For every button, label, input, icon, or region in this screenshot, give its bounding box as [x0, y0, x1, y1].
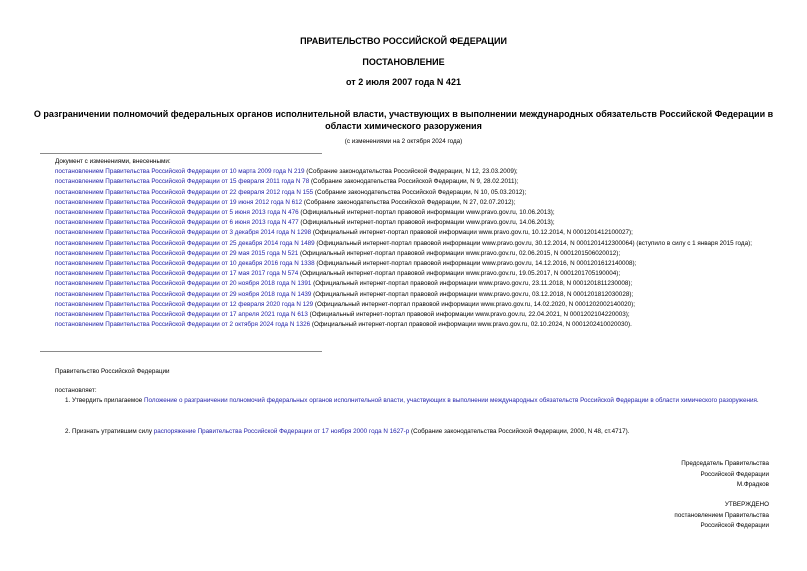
amendment-source: (Официальный интернет-портал правовой информации www.pravo.gov.ru, 02.10.2024, N 0001202410020030).	[310, 321, 632, 329]
amendment-link[interactable]: постановлением Правительства Российской Федерации от 17 мая 2017 года N 574	[55, 270, 299, 278]
paragraph-2	[55, 427, 777, 437]
edition-note: (с изменениями на 2 октября 2024 года)	[344, 138, 463, 145]
top-divider	[40, 153, 322, 154]
amendment-link[interactable]: постановлением Правительства Российской Федерации от 20 ноября 2018 года N 1391	[55, 280, 312, 288]
amendment-source: (Официальный интернет-портал правовой информации www.pravo.gov.ru, 30.12.2014, N 0001201412300064) (вступило в силу с 1 января 2015 года);	[314, 239, 752, 247]
amendment-item	[55, 310, 775, 320]
amendment-link[interactable]: постановлением Правительства Российской Федерации от 19 июня 2012 года N 612	[55, 198, 303, 206]
amendment-source: (Официальный интернет-портал правовой информации www.pravo.gov.ru, 10.06.2013);	[298, 209, 555, 217]
amendments-list	[55, 157, 775, 330]
amendment-source: (Официальный интернет-портал правовой информации www.pravo.gov.ru, 19.05.2017, N 0001201705190004);	[298, 270, 621, 278]
amendment-link[interactable]: постановлением Правительства Российской Федерации от 6 июня 2013 года N 477	[55, 219, 299, 227]
decides-line: постановляет:	[55, 387, 97, 394]
amendment-link[interactable]: постановлением Правительства Российской Федерации от 17 апреля 2021 года N 613	[55, 311, 308, 319]
approval-word: УТВЕРЖДЕНО	[724, 501, 769, 508]
amendment-link[interactable]: постановлением Правительства Российской Федерации от 10 марта 2009 года N 219	[55, 168, 305, 176]
amendment-item	[55, 269, 775, 279]
amendment-item	[55, 249, 775, 259]
amendment-source: (Собрание законодательства Российской Федерации, N 12, 23.03.2009);	[304, 168, 518, 176]
paragraph-1	[55, 396, 777, 406]
amendment-item	[55, 279, 775, 289]
paragraph-2-text: 2. Признать утратившим силу	[65, 428, 154, 435]
amendment-item	[55, 198, 775, 208]
amendment-source: (Официальный интернет-портал правовой информации www.pravo.gov.ru, 14.12.2016, N 0001201612140008);	[314, 260, 637, 268]
document-date-number: от 2 июля 2007 года N 421	[346, 77, 461, 87]
amendment-link[interactable]: постановлением Правительства Российской Федерации от 2 октября 2024 года N 1326	[55, 321, 311, 329]
approval-organization: Российской Федерации	[700, 522, 769, 529]
government-line: Правительство Российской Федерации	[55, 368, 170, 375]
amendment-item	[55, 300, 775, 310]
signature-position: Председатель Правительства	[681, 460, 769, 467]
amendment-item	[55, 188, 775, 198]
document-title: О разграничении полномочий федеральных органов исполнительной власти, участвующих в выполнении международных обязательств Российской Федерации в области химического разоружения	[33, 109, 774, 131]
signature-block	[681, 459, 769, 491]
amendment-item	[55, 259, 775, 269]
amendment-item	[55, 177, 775, 187]
document-type: ПОСТАНОВЛЕНИЕ	[362, 57, 445, 67]
amendment-source: (Официальный интернет-портал правовой информации www.pravo.gov.ru, 14.06.2013);	[298, 219, 555, 227]
amendment-link[interactable]: постановлением Правительства Российской Федерации от 29 ноября 2018 года N 1439	[55, 290, 312, 298]
amendments-heading: Документ с изменениями, внесенными:	[55, 158, 171, 165]
amendment-source: (Официальный интернет-портал правовой информации www.pravo.gov.ru, 02.06.2015, N 0001201506020012);	[298, 249, 621, 257]
amendment-item	[55, 218, 775, 228]
amendment-item	[55, 290, 775, 300]
amendment-source: (Официальный интернет-портал правовой информации www.pravo.gov.ru, 23.11.2018, N 0001201811230008);	[311, 280, 633, 288]
amendment-source: (Собрание законодательства Российской Федерации, N 9, 28.02.2011);	[309, 178, 519, 186]
paragraph-2-end: (Собрание законодательства Российской Федерации, 2000, N 48, ст.4717).	[409, 428, 630, 435]
approval-block	[674, 500, 769, 532]
amendment-item	[55, 320, 775, 330]
amendment-source: (Собрание законодательства Российской Федерации, N 10, 05.03.2012);	[313, 188, 527, 196]
amendment-item	[55, 208, 775, 218]
bottom-divider	[40, 351, 322, 352]
order-link[interactable]: распоряжение Правительства Российской Федерации от 17 ноября 2000 года N 1627-р	[153, 428, 410, 435]
amendment-link[interactable]: постановлением Правительства Российской Федерации от 25 декабря 2014 года N 1489	[55, 239, 315, 247]
amendment-link[interactable]: постановлением Правительства Российской Федерации от 3 декабря 2014 года N 1298	[55, 229, 312, 237]
amendment-link[interactable]: постановлением Правительства Российской Федерации от 22 февраля 2012 года N 155	[55, 188, 314, 196]
amendment-link[interactable]: постановлением Правительства Российской Федерации от 29 мая 2015 года N 521	[55, 249, 299, 257]
amendment-link[interactable]: постановлением Правительства Российской Федерации от 15 февраля 2011 года N 78	[55, 178, 310, 186]
amendment-item	[55, 239, 775, 249]
signature-organization: Российской Федерации	[700, 470, 769, 478]
amendment-link[interactable]: постановлением Правительства Российской Федерации от 12 февраля 2020 года N 129	[55, 300, 314, 308]
amendment-item	[55, 167, 775, 177]
regulation-link[interactable]: Положение о разграничении полномочий федеральных органов исполнительной власти, участвующих в выполнении международных обязательств Российской Федерации в области химического разоружения	[143, 397, 757, 404]
amendment-link[interactable]: постановлением Правительства Российской Федерации от 5 июня 2013 года N 476	[55, 209, 299, 217]
amendment-link[interactable]: постановлением Правительства Российской Федерации от 10 декабря 2016 года N 1338	[55, 260, 315, 268]
amendment-source: (Официальный интернет-портал правовой информации www.pravo.gov.ru, 03.12.2018, N 0001201812030028);	[311, 290, 634, 298]
amendment-source: (Официальный интернет-портал правовой информации www.pravo.gov.ru, 22.04.2021, N 0001202104220003);	[307, 311, 630, 319]
paragraph-1-end: .	[756, 397, 759, 404]
paragraph-1-text: 1. Утвердить прилагаемое	[65, 397, 144, 404]
amendment-source: (Собрание законодательства Российской Федерации, N 27, 02.07.2012);	[302, 198, 516, 206]
approval-by: постановлением Правительства	[674, 511, 769, 519]
signature-name: М.Фрадков	[736, 481, 769, 488]
amendment-source: (Официальный интернет-портал правовой информации www.pravo.gov.ru, 14.02.2020, N 0001202002140020);	[313, 300, 635, 308]
amendment-item	[55, 228, 775, 238]
amendment-source: (Официальный интернет-портал правовой информации www.pravo.gov.ru, 10.12.2014, N 0001201412100027);	[311, 229, 633, 237]
government-heading: ПРАВИТЕЛЬСТВО РОССИЙСКОЙ ФЕДЕРАЦИИ	[300, 36, 507, 46]
